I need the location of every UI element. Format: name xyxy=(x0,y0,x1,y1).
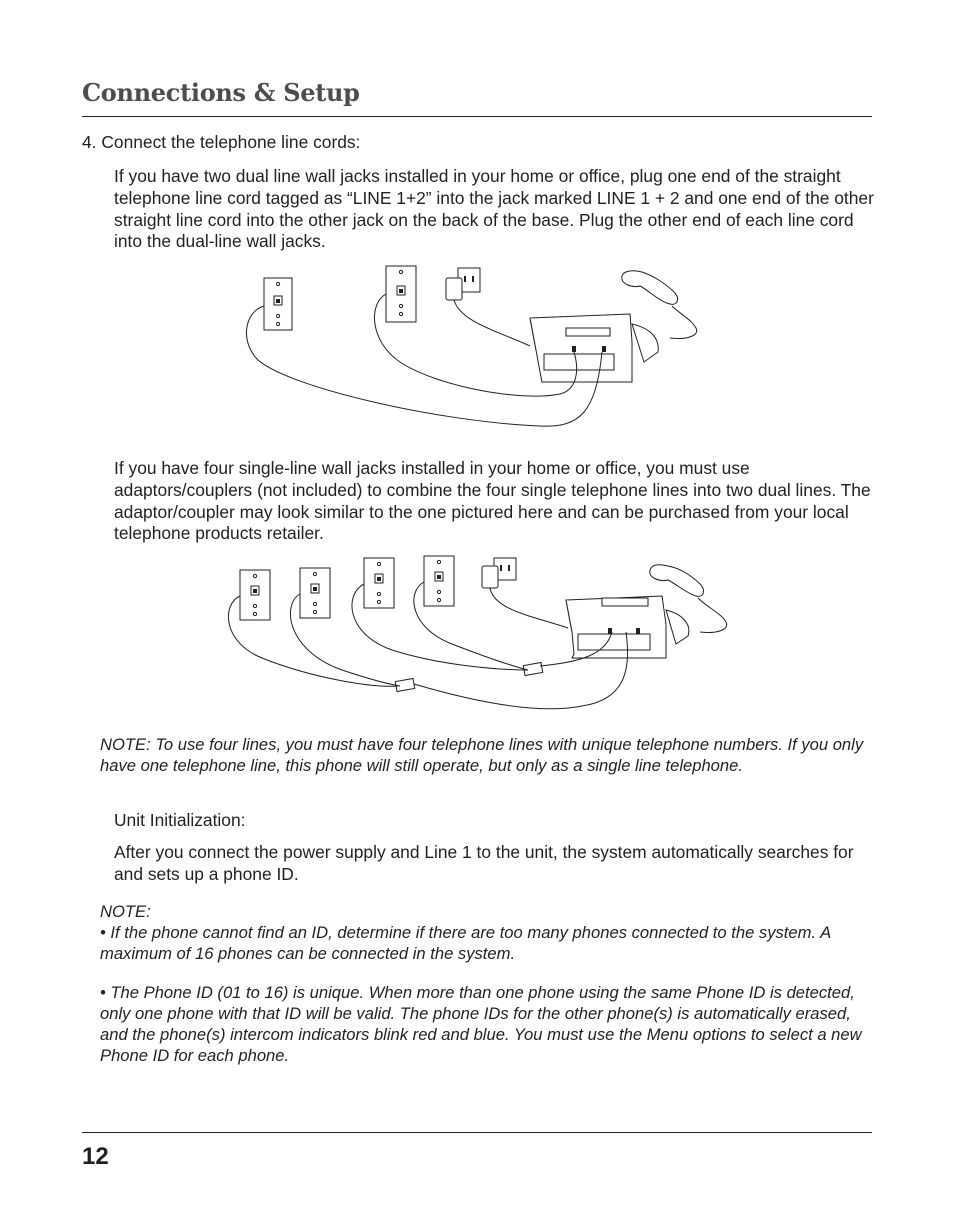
step-4-label: 4. Connect the telephone line cords: xyxy=(82,132,361,152)
wall-jack-b xyxy=(300,568,330,618)
footer-divider xyxy=(82,1132,872,1133)
page-title: Connections & Setup xyxy=(82,78,360,107)
wall-jack-a xyxy=(240,570,270,620)
header-divider xyxy=(82,116,872,117)
note-bullet-id-not-found: • If the phone cannot find an ID, determine if there are too many phones connected to the system. A maximum of 16 phones can be connected in the system. xyxy=(100,923,831,963)
wall-jack-1 xyxy=(264,278,292,330)
single-jack-diagram xyxy=(222,554,742,720)
phone-base xyxy=(530,314,658,382)
dual-jack-diagram xyxy=(240,262,720,432)
power-adapter xyxy=(446,268,530,346)
wall-jack-d xyxy=(424,556,454,606)
single-jacks-paragraph: If you have four single-line wall jacks installed in your home or office, you must use adaptors/couplers (not included) to combine the four single telephone lines into two dual lines. The adaptor/coupler may look similar to the one pictured here and can be purchased from your local telephone products retailer. xyxy=(114,458,871,544)
page-number: 12 xyxy=(82,1143,109,1170)
note-label: NOTE: xyxy=(100,902,151,921)
unit-init-body: After you connect the power supply and Line 1 to the unit, the system automatically searches for and sets up a phone ID. xyxy=(114,842,854,884)
dual-jacks-paragraph: If you have two dual line wall jacks installed in your home or office, plug one end of the straight telephone line cord tagged as “LINE 1+2” into the jack marked LINE 1 + 2 and one end of the other straight line cord into the other jack on the back of the base. Plug the other end of each line cord into the dual-line wall jacks. xyxy=(114,166,874,252)
adaptor-coupler-1 xyxy=(395,679,414,692)
adaptor-coupler-2 xyxy=(523,663,542,676)
unit-init-heading: Unit Initialization: xyxy=(114,810,246,830)
note-four-lines: NOTE: To use four lines, you must have four telephone lines with unique telephone numbers. If you only have one telephone line, this phone will still operate, but only as a single line telephone. xyxy=(100,735,864,775)
power-adapter xyxy=(482,558,568,628)
note-bullet-unique-id: • The Phone ID (01 to 16) is unique. When more than one phone using the same Phone ID is detected, only one phone with that ID will be valid. The phone IDs for the other phone(s) is automatically erased, and the phone(s) intercom indicators blink red and blue. You must use the Menu options to select a new Phone ID for each phone. xyxy=(100,983,862,1065)
wall-jack-2 xyxy=(386,266,416,322)
wall-jack-c xyxy=(364,558,394,608)
